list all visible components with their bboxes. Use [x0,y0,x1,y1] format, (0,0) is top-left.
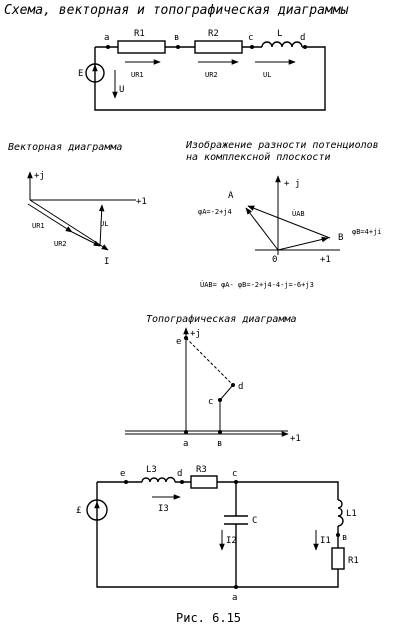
potential-equation: U̇AB= φA- φB=-2+j4-4-j=-6+j3 [200,281,314,289]
label-u: U [119,85,125,95]
phi-a: φA=-2+j4 [198,208,232,216]
c2-label-l3: L3 [146,465,157,475]
u-ab: U̇AB [292,210,305,218]
resistor-r1-2 [332,548,344,569]
label-ur2: UR2 [205,71,218,79]
c2-node-a: a [232,593,238,603]
label-ul: UL [263,71,272,79]
node-c: c [248,33,254,43]
circuit-1 [78,29,325,110]
capacitor [224,482,248,587]
topo-axis-1: +1 [290,434,301,444]
c2-node-c: c [232,469,238,479]
vector-ur2: UR2 [54,240,67,248]
point-a: A [228,191,234,201]
inductor-l3 [142,478,175,483]
circuit-2 [76,465,359,603]
label-e: E [78,69,84,79]
origin: 0 [272,255,278,265]
vector-axis-j: +j [34,171,45,181]
potential-caption-2: на комплексной плоскости [186,152,331,163]
potential-axis-1: +1 [320,255,331,265]
point-b: B [338,233,344,243]
vector-caption: Векторная диаграмма [8,142,123,153]
inductor-l [262,42,302,47]
topo-point-e: e [176,337,182,347]
c2-label-i1: I1 [320,536,331,546]
resistor-r3 [191,476,217,488]
c2-label-r3: R3 [196,465,207,475]
figure-caption: Рис. 6.15 [176,611,242,625]
topo-point-c: c [208,397,214,407]
label-l: L [277,29,283,39]
topographic-diagram [125,313,301,449]
c2-label-i2: I2 [226,536,237,546]
label-r1: R1 [134,29,145,39]
node-d: d [300,33,306,43]
voltage-source [86,64,104,82]
node-b: в [174,33,180,43]
topo-point-b: в [217,439,223,449]
c2-node-e: e [120,469,126,479]
topo-axis-j: +j [190,329,201,339]
c2-node-d: d [177,469,183,479]
inductor-l1 [338,500,343,526]
topo-point-a: a [183,439,189,449]
vector-i: I [104,257,110,267]
label-r2: R2 [208,29,219,39]
title: Схема, векторная и топографическая диаграммы [4,3,349,18]
c2-label-r1: R1 [348,556,359,566]
c2-node-b: в [342,533,348,543]
phi-b: φB=4+ji [352,228,382,236]
c2-source: £ [76,506,82,516]
potential-diagram [185,139,382,289]
potential-axis-j: + j [284,179,301,189]
node-a: a [104,33,110,43]
topo-point-d: d [238,382,244,392]
vector-ul: UL [100,220,109,228]
vector-ur1: UR1 [32,222,45,230]
topo-caption: Топографическая диаграмма [146,314,297,325]
label-ur1: UR1 [131,71,144,79]
potential-caption-1: Изображение разности потенциолов [186,140,379,151]
resistor-r2 [195,41,242,53]
c2-label-i3: I3 [158,504,169,514]
resistor-r1 [118,41,165,53]
vector-diagram [8,142,147,267]
c2-label-c: C [252,516,258,526]
vector-axis-1: +1 [136,197,147,207]
c2-label-l1: L1 [346,509,357,519]
voltage-source-2 [87,500,107,520]
